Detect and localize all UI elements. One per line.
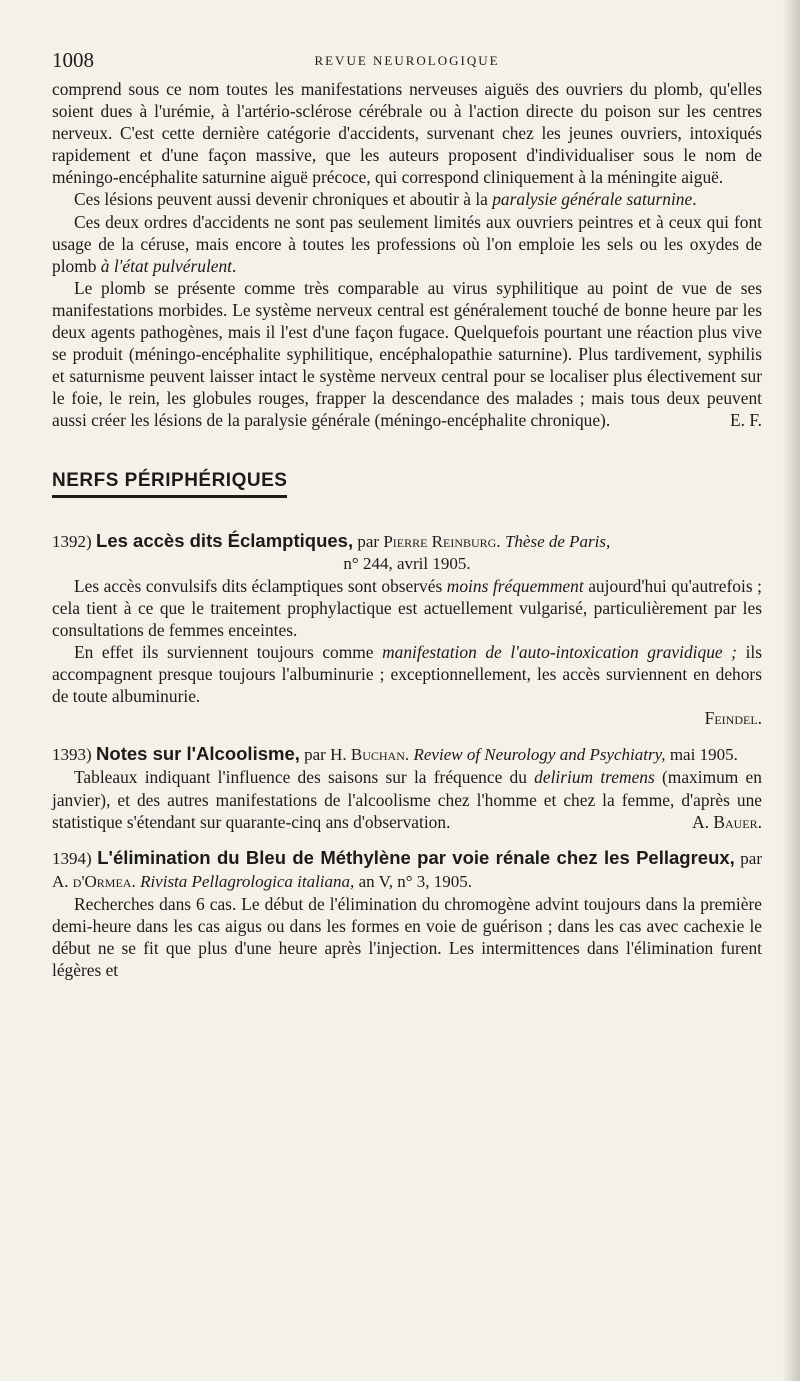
intro-paragraph-1: comprend sous ce nom toutes les manifestations nerveuses aiguës des ouvriers du plomb, qu'elles soient dues à l'urémie, à l'artério-sclérose cérébrale ou à l'action directe du poison sur les centres nerveux. C'est cette dernière catégorie d'accidents, survenant chez les jeunes ouvriers, intoxiqués rapidement et d'une façon massive, que les auteurs proposent d'individualiser sous le nom de méningo-encéphalite saturnine aiguë précoce, qui correspond cliniquement à la méningite aiguë. [52, 79, 762, 188]
entry-signature: Feindel. [704, 708, 762, 729]
running-title: REVUE NEUROLOGIQUE [314, 53, 500, 68]
author-signature: E. F. [730, 410, 762, 431]
intro-paragraph-4: Le plomb se présente comme très comparable au virus syphilitique au point de vue de ses manifestations morbides. Le système nerveux central est généralement touché de bonne heure par les deux agents pathogènes, mais il l'est d'une façon fugace. Quelquefois pourtant une réaction plus vive se produit (méningo-encéphalite syphilitique, encéphalopathie saturnine). Plus tardivement, syphilis et saturnisme peuvent laisser intact le système nerveux central pour se localiser plus électivement sur le foie, le rein, les globules rouges, frapper la descendance des malades ; mais tous deux peuvent aussi créer les lésions de la paralysie générale (méningo-encéphalite chronique). E. F. [52, 277, 762, 431]
page-edge-shadow [782, 0, 800, 1381]
entry-title: Notes sur l'Alcoolisme, [96, 743, 300, 765]
abstract-entry [52, 530, 762, 730]
entry-number: 1394) [52, 848, 92, 868]
intro-paragraph-2: Ces lésions peuvent aussi devenir chroniques et aboutir à la paralysie générale saturnine. [74, 189, 697, 210]
entry-number: 1392) [52, 531, 92, 551]
entry-paragraph: Recherches dans 6 cas. Le début de l'élimination du chromogène advint toujours dans la première demi-heure dans les cas aigus ou dans les formes en voie de guérison ; dans les cas avec cachexie le début ne se fit que plus d'une heure après l'injection. Les intermittences dans l'élimination furent légères et [52, 893, 762, 981]
entry-paragraph: En effet ils surviennent toujours comme manifestation de l'auto-intoxication gravidique ; ils accompagnent presque toujours l'albuminurie ; exceptionnellement, les accès surviennent en dehors de toute albuminurie. [52, 641, 762, 707]
entry-source: Review of Neurology and Psychiatry, [413, 745, 666, 765]
entry-author: Pierre Reinburg. [383, 531, 501, 551]
entry-heading: 1392) Les accès dits Éclamptiques, par Pierre Reinburg. Thèse de Paris, [52, 529, 611, 551]
abstract-entry [52, 847, 762, 982]
page-number: 1008 [52, 48, 94, 72]
section-heading: NERFS PÉRIPHÉRIQUES [52, 470, 287, 498]
entry-paragraph: Tableaux indiquant l'influence des saisons sur la fréquence du delirium tremens (maximum en janvier), et des autres manifestations de l'alcoolisme chez l'homme et chez la femme, d'après une statistique s'étendant sur quarante-cinq ans d'observation. A. Bauer. [52, 767, 762, 832]
entry-details: n° 244, avril 1905. [343, 553, 471, 573]
entry-author: H. Buchan. [330, 745, 410, 765]
emphasis: à l'état pulvérulent [100, 255, 233, 276]
intro-text [52, 78, 762, 432]
page-header [52, 48, 762, 78]
entry-heading: 1394) L'élimination du Bleu de Méthylène par voie rénale chez les Pellagreux, par A. d'Ormea. Rivista Pellagrologica italiana, an V, n° 3, 1905. [52, 846, 762, 891]
entry-source: Rivista Pellagrologica italiana, [140, 871, 355, 891]
entry-source: Thèse de Paris, [504, 531, 611, 551]
entry-heading: 1393) Notes sur l'Alcoolisme, par H. Buchan. Review of Neurology and Psychiatry, mai 1905. [52, 743, 738, 765]
entry-number: 1393) [52, 745, 92, 765]
entry-title: L'élimination du Bleu de Méthylène par voie rénale chez les Pellagreux, [97, 846, 735, 868]
abstract-entry [52, 743, 762, 832]
entry-title: Les accès dits Éclamptiques, [96, 529, 354, 551]
entry-paragraph: Les accès convulsifs dits éclamptiques sont observés moins fréquemment aujourd'hui qu'autrefois ; cela tient à ce que le traitement prophylactique est actuellement vulgarisé, particulièrement par les consultations de femmes enceintes. [52, 575, 762, 640]
entry-author: A. d'Ormea. [52, 871, 136, 891]
intro-paragraph-3: Ces deux ordres d'accidents ne sont pas seulement limités aux ouvriers peintres et à ceux qui font usage de la céruse, mais encore à toutes les professions où l'on emploie les sels ou les oxydes de plomb à l'état pulvérulent. [52, 211, 762, 276]
entry-details: mai 1905. [669, 745, 738, 765]
heading-underline [52, 495, 287, 498]
entry-signature: A. Bauer. [692, 811, 762, 832]
entry-details: an V, n° 3, 1905. [358, 871, 473, 891]
book-page [52, 48, 762, 981]
emphasis: paralysie générale saturnine [492, 189, 693, 210]
